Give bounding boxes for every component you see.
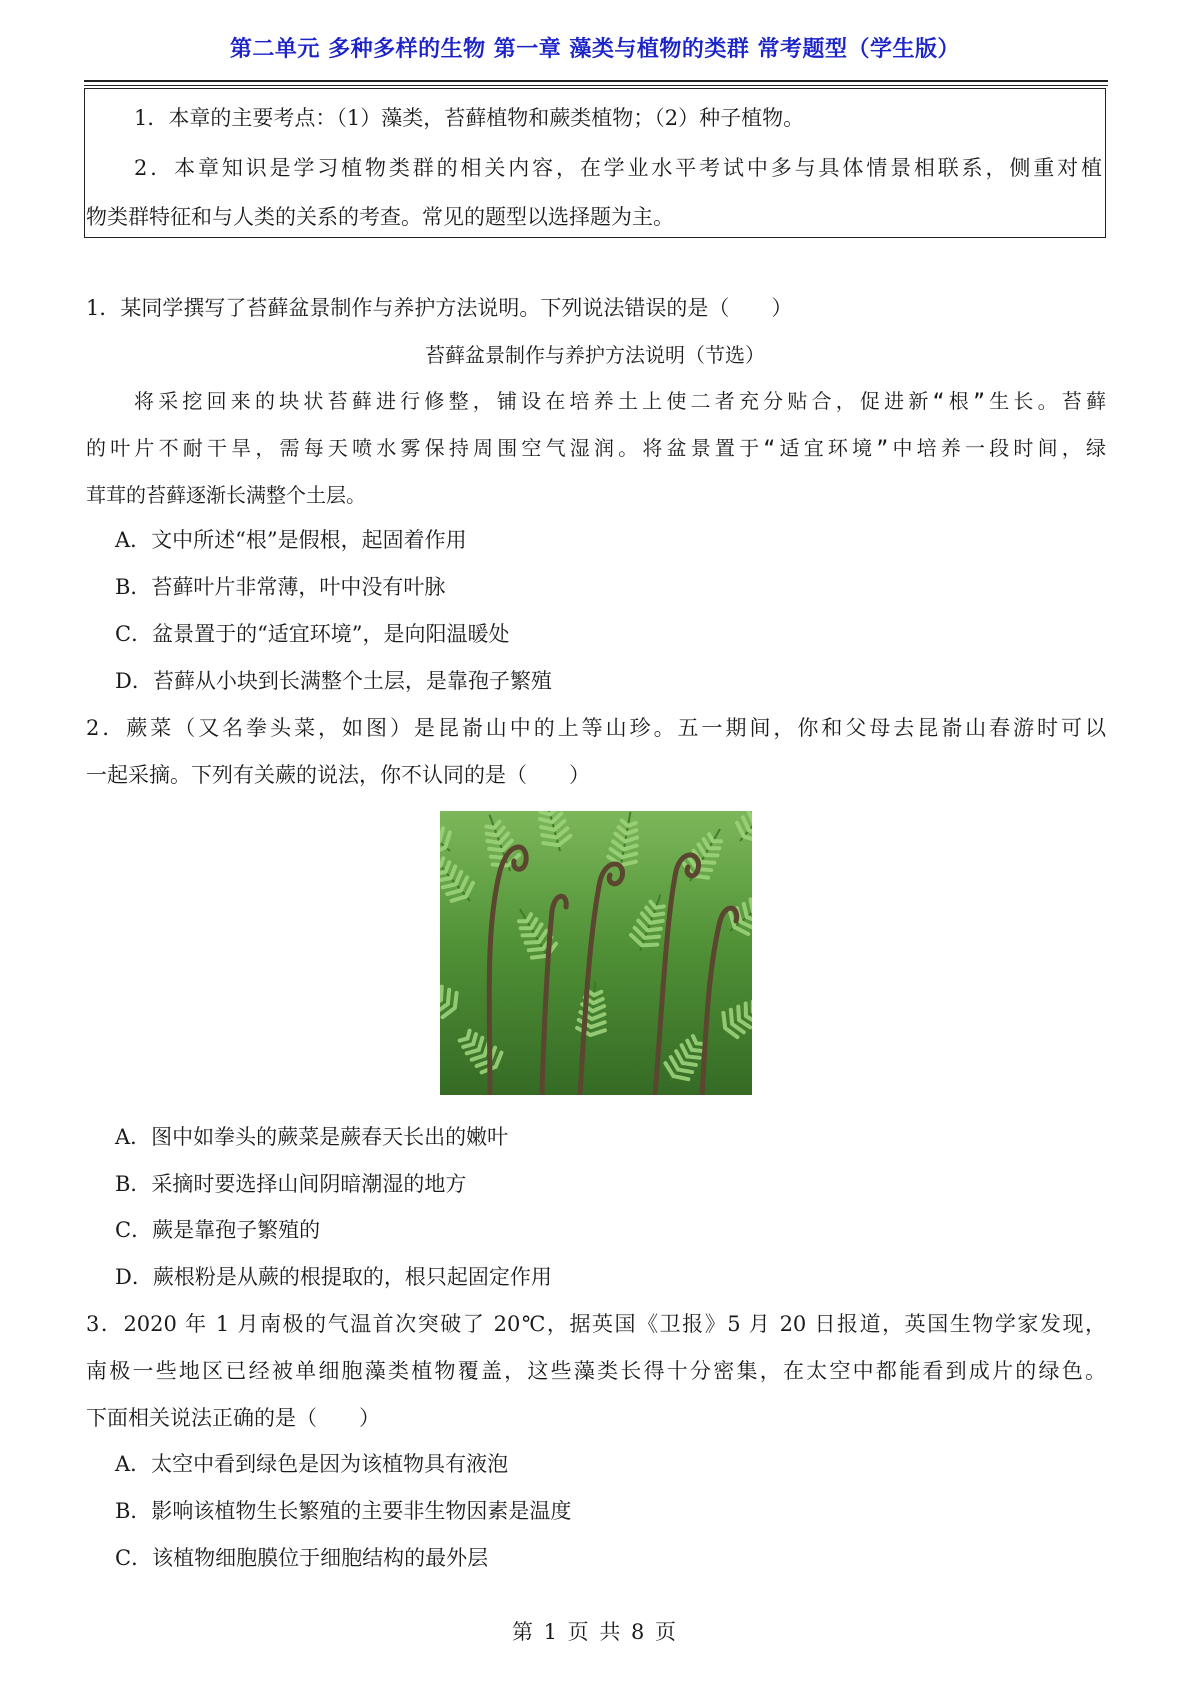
question-3-option-c: C．该植物细胞膜位于细胞结构的最外层 [115, 1546, 489, 1570]
question-1-option-c: C．盆景置于的“适宜环境”，是向阳温暖处 [115, 622, 510, 646]
question-2-option-a: A．图中如拳头的蕨菜是蕨春天长出的嫩叶 [115, 1125, 509, 1149]
question-1-excerpt-line-2: 的叶片不耐干旱，需每天喷水雾保持周围空气湿润。将盆景置于“适宜环境”中培养一段时间，绿 [86, 436, 1106, 460]
fern-photo [440, 811, 752, 1095]
question-2-stem-line-2: 一起采摘。下列有关蕨的说法，你不认同的是（ ） [86, 763, 590, 787]
question-3-stem-line-3: 下面相关说法正确的是（ ） [86, 1406, 380, 1430]
question-3-stem-line-2: 南极一些地区已经被单细胞藻类植物覆盖，这些藻类长得十分密集，在太空中都能看到成片的绿色。 [86, 1359, 1106, 1383]
summary-point-2-line-1: 2．本章知识是学习植物类群的相关内容，在学业水平考试中多与具体情景相联系，侧重对植 [134, 156, 1102, 180]
question-1-excerpt-line-1: 将采挖回来的块状苔藓进行修整，铺设在培养土上使二者充分贴合，促进新“根”生长。苔藓 [134, 389, 1106, 413]
question-2-option-d: D．蕨根粉是从蕨的根提取的，根只起固定作用 [115, 1265, 552, 1289]
summary-point-1: 1．本章的主要考点：（1）藻类，苔藓植物和蕨类植物；（2）种子植物。 [134, 106, 805, 130]
question-2-option-b: B．采摘时要选择山间阴暗潮湿的地方 [115, 1172, 467, 1196]
page-footer: 第 1 页 共 8 页 [511, 1620, 679, 1644]
question-3-option-a: A．太空中看到绿色是因为该植物具有液泡 [115, 1452, 509, 1476]
question-1-option-b: B．苔藓叶片非常薄，叶中没有叶脉 [115, 575, 446, 599]
question-2-stem-line-1: 2．蕨菜（又名拳头菜，如图）是昆嵛山中的上等山珍。五一期间，你和父母去昆嵛山春游时可以 [86, 716, 1106, 740]
question-1-excerpt-line-3: 茸茸的苔藓逐渐长满整个土层。 [86, 483, 366, 507]
question-1-option-a: A．文中所述“根”是假根，起固着作用 [115, 528, 467, 552]
page-header-title: 第二单元 多种多样的生物 第一章 藻类与植物的类群 常考题型（学生版） [229, 37, 961, 62]
question-2-option-c: C．蕨是靠孢子繁殖的 [115, 1218, 321, 1242]
header-rule-thick [84, 80, 1108, 82]
summary-point-2-line-2: 物类群特征和与人类的关系的考查。常见的题型以选择题为主。 [86, 205, 674, 229]
header-rule-thin [84, 85, 1108, 86]
question-3-stem-line-1: 3．2020 年 1 月南极的气温首次突破了 20℃，据英国《卫报》5 月 20 日报道，英国生物学家发现， [86, 1312, 1106, 1336]
question-1-excerpt-title: 苔藓盆景制作与养护方法说明（节选） [425, 343, 765, 367]
question-1-option-d: D．苔藓从小块到长满整个土层，是靠孢子繁殖 [115, 669, 552, 693]
question-3-option-b: B．影响该植物生长繁殖的主要非生物因素是温度 [115, 1499, 572, 1523]
question-1-stem: 1．某同学撰写了苔藓盆景制作与养护方法说明。下列说法错误的是（ ） [86, 296, 793, 320]
